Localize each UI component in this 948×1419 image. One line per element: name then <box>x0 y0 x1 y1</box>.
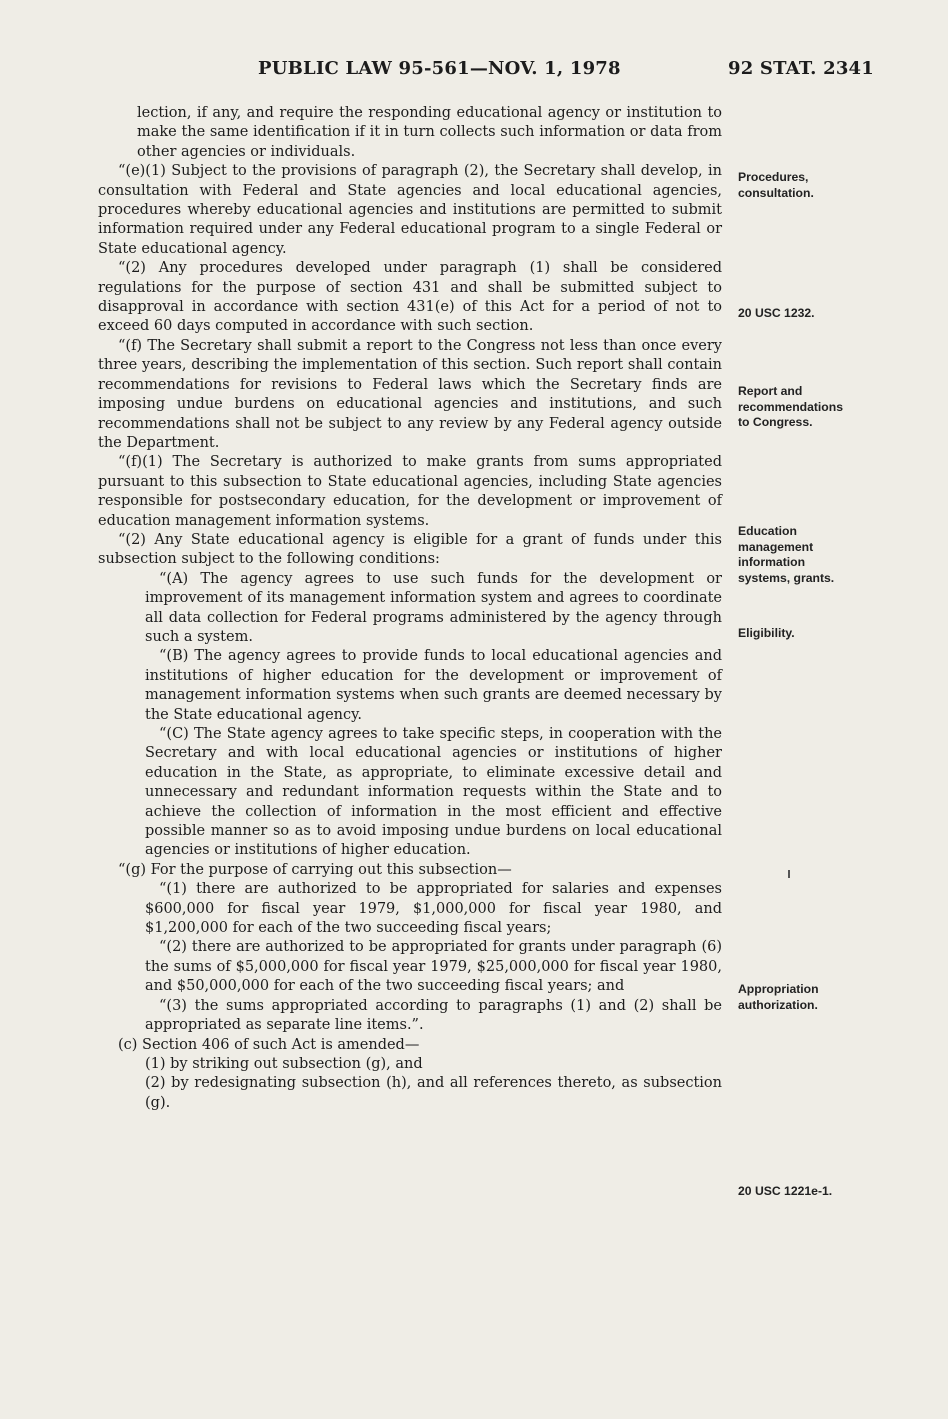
margin-note-appropriation: Appropriation authorization. <box>738 982 819 1012</box>
scan-mark <box>788 870 790 878</box>
paragraph: “(3) the sums appropriated according to paragraphs (1) and (2) shall be appropriated as separate line items.”. <box>145 997 722 1034</box>
margin-note-usc-1221e: 20 USC 1221e-1. <box>738 1184 833 1198</box>
page-title: PUBLIC LAW 95-561—NOV. 1, 1978 <box>258 58 621 79</box>
paragraph: “(2) there are authorized to be appropriated for grants under paragraph (6) the sums of $5,000,000 for fiscal year 1979, $25,000,000 for fiscal year 1980, and $50,000,000 for each of the two succeeding fiscal years; and <box>145 939 722 995</box>
paragraph: lection, if any, and require the responding educational agency or institution to make the same identification if it in turn collects such information or data from other agencies or individuals. <box>137 105 722 160</box>
margin-note-education-systems: Education management information systems, grants. <box>738 524 835 585</box>
margin-note-usc-1232: 20 USC 1232. <box>738 306 815 320</box>
paragraph: “(1) there are authorized to be appropriated for salaries and expenses $600,000 for fiscal year 1979, $1,000,000 for fiscal year 1980, and $1,200,000 for each of the two succeeding fiscal years; <box>145 881 722 937</box>
page-header <box>0 58 948 82</box>
paragraph: “(2) Any State educational agency is eligible for a grant of funds under this subsection subject to the following conditions: <box>98 531 722 568</box>
paragraph: “(B) The agency agrees to provide funds to local educational agencies and institutions of higher education for the development or improvement of management information systems when such grants are deemed necessary by the State educational agency. <box>145 648 722 723</box>
paragraph: “(g) For the purpose of carrying out this subsection— <box>118 861 512 878</box>
margin-note-procedures: Procedures, consultation. <box>738 170 814 200</box>
paragraph: (1) by striking out subsection (g), and <box>145 1055 423 1072</box>
margin-note-eligibility: Eligibility. <box>738 626 795 640</box>
paragraph: “(f) The Secretary shall submit a report to the Congress not less than once every three years, describing the implementation of this section. Such report shall contain recommendations for revisions to Federal laws which the Secretary finds are imposing undue burdens on educational agencies and institutions, and such recommendations shall not be subject to any review by any Federal agency outside the Department. <box>98 337 722 451</box>
paragraph: “(A) The agency agrees to use such funds for the development or improvement of its management information system and agrees to coordinate all data collection for Federal programs administered by the agency through such a system. <box>145 570 722 645</box>
margin-note-report: Report and recommendations to Congress. <box>738 384 843 429</box>
paragraph: (c) Section 406 of such Act is amended— <box>118 1036 420 1053</box>
paragraph: “(C) The State agency agrees to take specific steps, in cooperation with the Secretary and with local educational agencies or institutions of higher education in the State, as appropriate, to eliminate excessive detail and unnecessary and redundant information requests within the State and to achieve the collection of information in the most efficient and effective possible manner so as to avoid imposing undue burdens on local educational agencies or institutions of higher education. <box>145 726 722 859</box>
body-text <box>98 104 722 1113</box>
paragraph: “(f)(1) The Secretary is authorized to make grants from sums appropriated pursuant to this subsection to State educational agencies, including State agencies responsible for postsecondary education, for the development or improvement of education management information systems. <box>98 454 722 529</box>
paragraph: (2) by redesignating subsection (h), and all references thereto, as subsection (g). <box>145 1075 722 1111</box>
paragraph: “(2) Any procedures developed under paragraph (1) shall be considered regulations for the purpose of section 431 and shall be submitted subject to disapproval in accordance with section 431(e) of this Act for a period of not to exceed 60 days computed in accordance with such section. <box>98 260 722 335</box>
paragraph: “(e)(1) Subject to the provisions of paragraph (2), the Secretary shall develop, in consultation with Federal and State agencies and local educational agencies, procedures whereby educational agencies and institutions are permitted to submit information required under any Federal educational program to a single Federal or State educational agency. <box>98 163 722 257</box>
statute-page-number: 92 STAT. 2341 <box>728 58 875 79</box>
